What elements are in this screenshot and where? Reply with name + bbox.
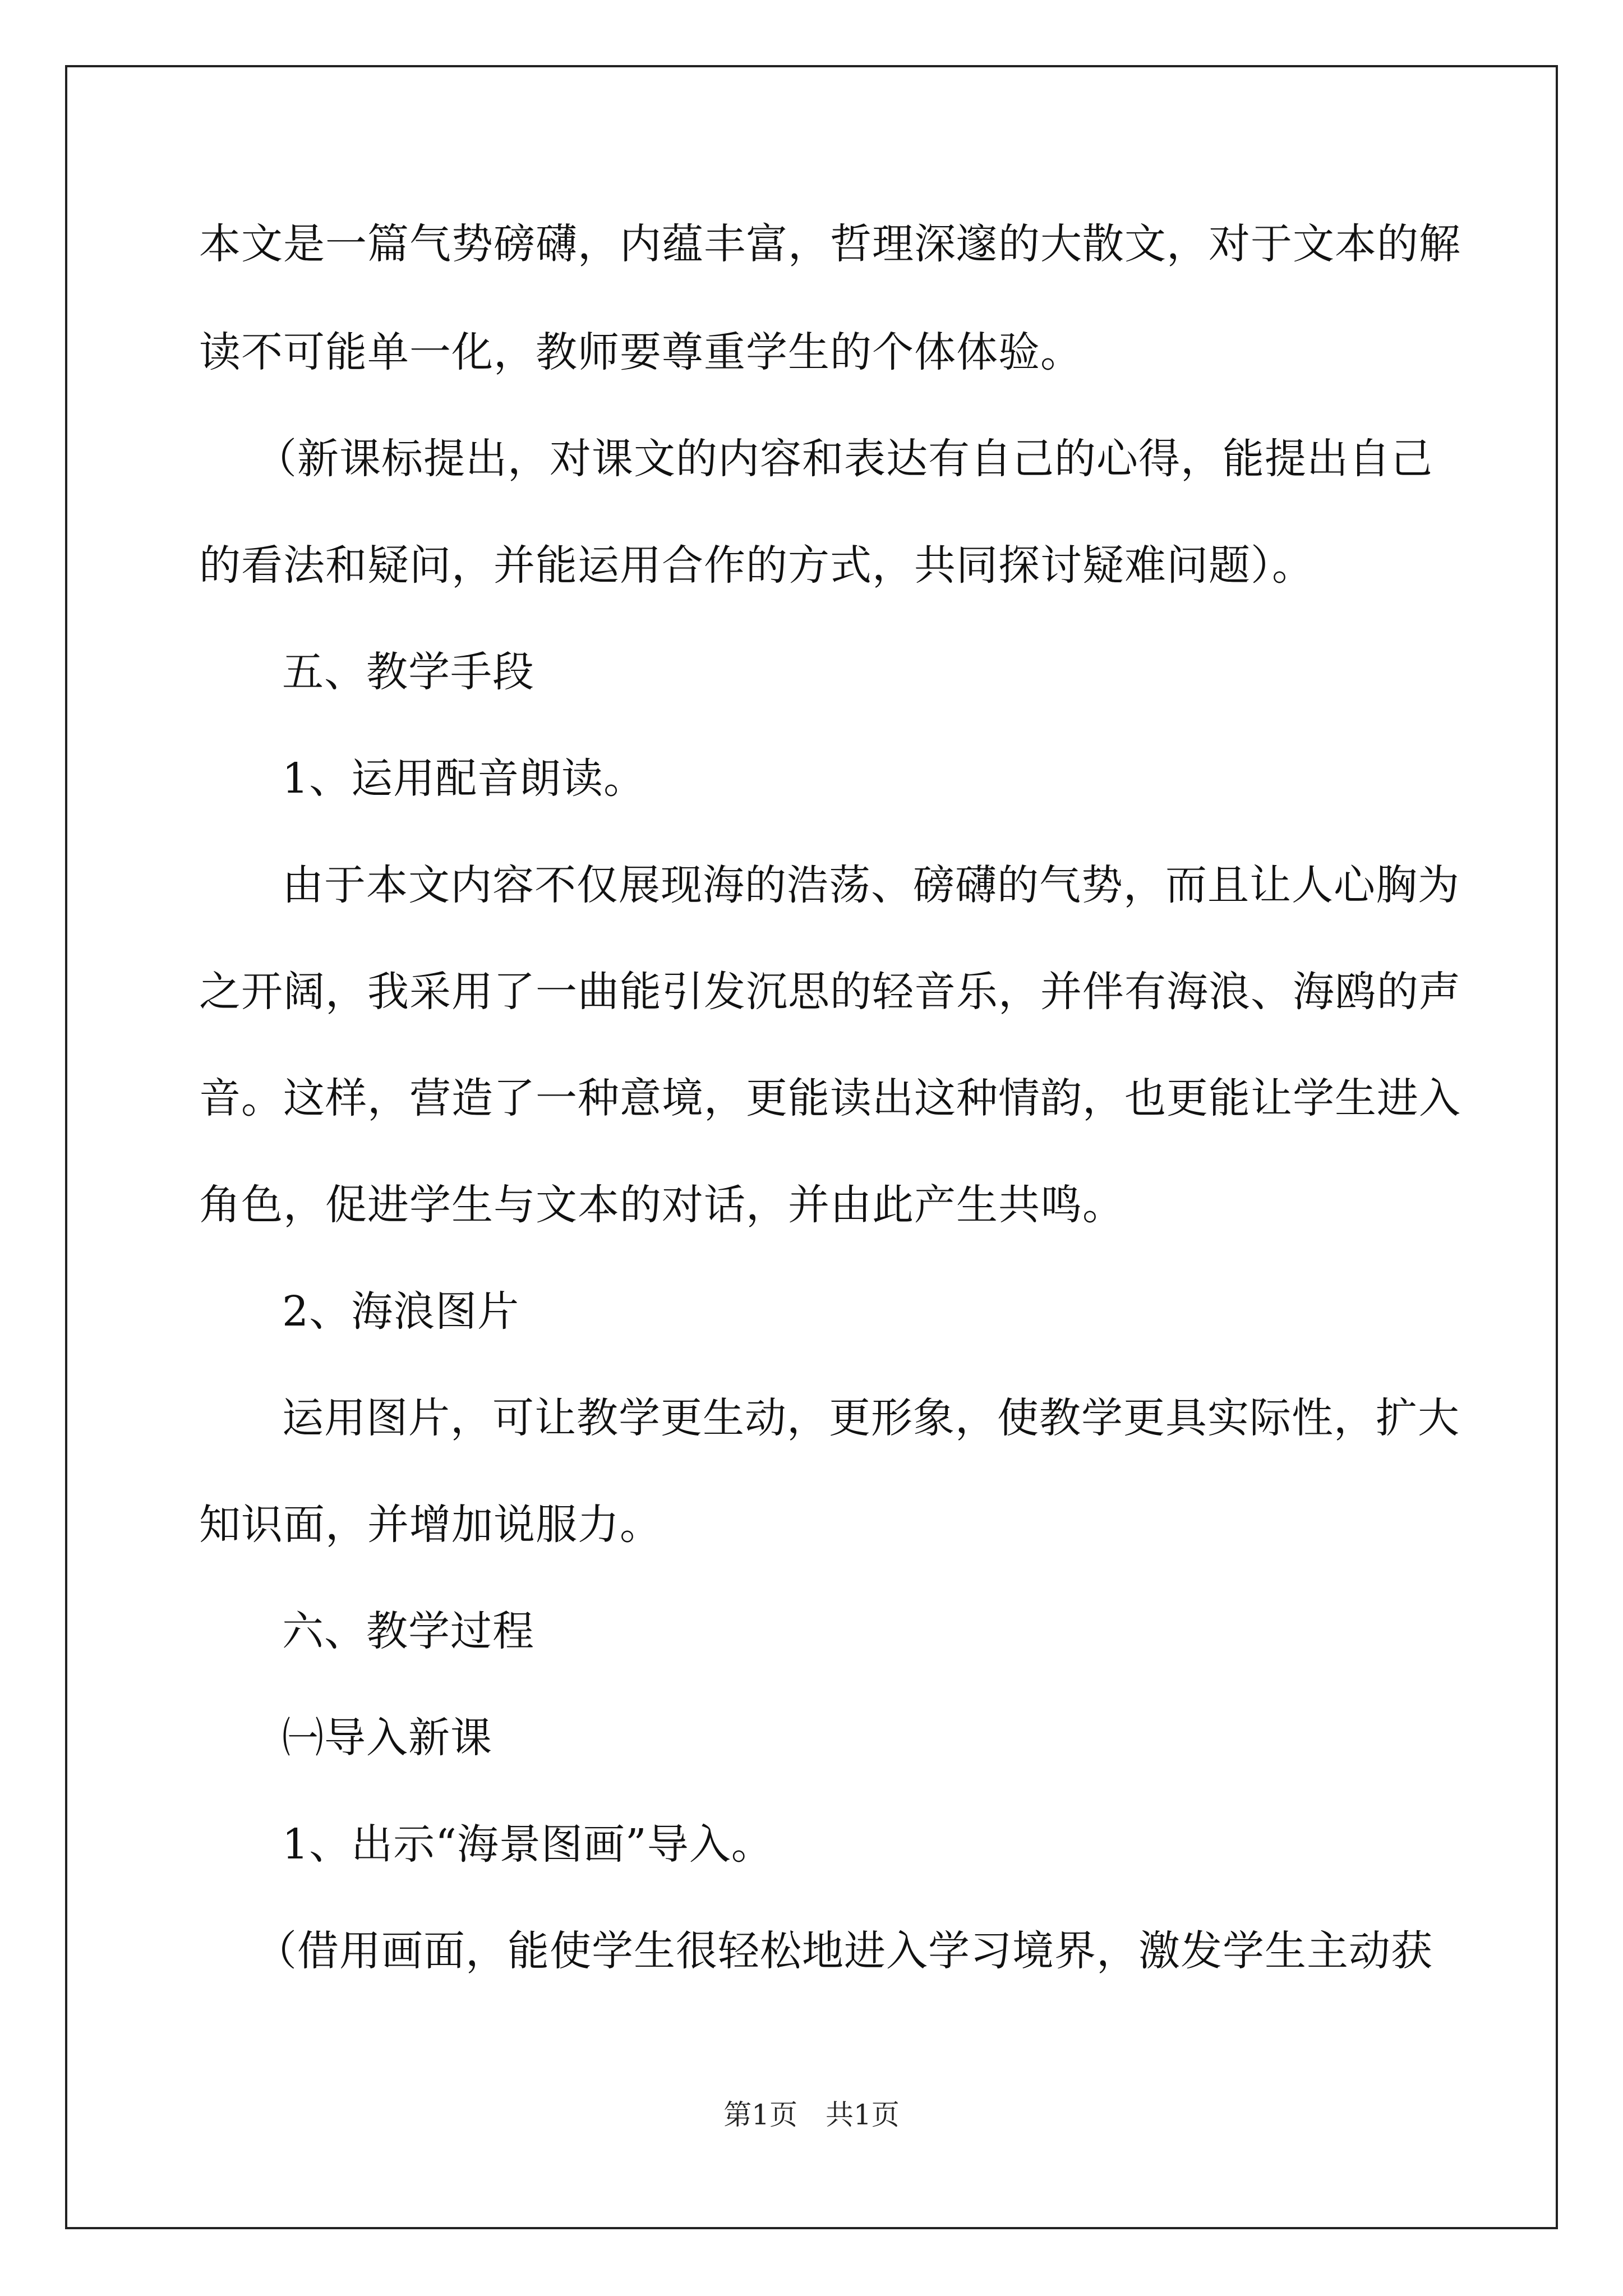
subheading: 2、海浪图片 [282, 1287, 520, 1336]
paragraph-line: （新课标提出，对课文的内容和表达有自己的心得，能提出自己 [255, 435, 1433, 483]
paragraph-line: 之开阔，我采用了一曲能引发沉思的轻音乐，并伴有海浪、海鸥的声 [199, 968, 1461, 1016]
section-heading: 六、教学过程 [282, 1607, 534, 1655]
paragraph-line: （借用画面，能使学生很轻松地进入学习境界，激发学生主动获 [255, 1927, 1433, 1975]
paragraph-line: 读不可能单一化，教师要尊重学生的个体体验。 [199, 328, 1082, 376]
paragraph-line: 本文是一篇气势磅礴，内蕴丰富，哲理深邃的大散文，对于文本的解 [199, 220, 1461, 268]
page-number-total: 共1页 [826, 2099, 900, 2131]
paragraph-line: 角色，促进学生与文本的对话，并由此产生共鸣。 [199, 1181, 1124, 1229]
page-number-current: 第1页 [723, 2099, 797, 2131]
page-border [65, 65, 1558, 2229]
section-heading: 五、教学手段 [282, 648, 534, 696]
subheading: 1、出示“海景图画”导入。 [282, 1820, 773, 1869]
paragraph-line: 运用图片，可让教学更生动，更形象，使教学更具实际性，扩大 [282, 1394, 1460, 1442]
page-footer [0, 2098, 1623, 2132]
paragraph-line: 的看法和疑问，并能运用合作的方式，共同探讨疑难问题）。 [199, 541, 1314, 590]
paragraph-line: 知识面，并增加说服力。 [199, 1501, 662, 1549]
subheading: 1、运用配音朗读。 [282, 754, 646, 803]
paragraph-line: 由于本文内容不仅展现海的浩荡、磅礴的气势，而且让人心胸为 [282, 861, 1460, 909]
subheading: ㈠导入新课 [282, 1714, 492, 1762]
paragraph-line: 音。这样，营造了一种意境，更能读出这种情韵，也更能让学生进入 [199, 1074, 1461, 1122]
